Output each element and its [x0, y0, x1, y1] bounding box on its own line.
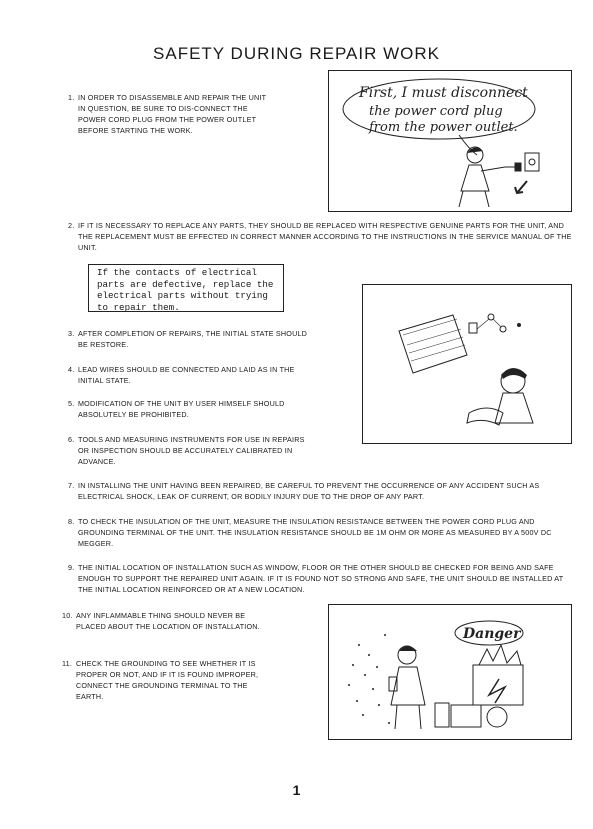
- list-item: [62, 610, 264, 632]
- item-number: 7.: [68, 481, 75, 490]
- danger-sign: [455, 621, 523, 645]
- item-number: 2.: [68, 221, 75, 230]
- speech-line-1: First, I must disconnect: [359, 85, 528, 101]
- illustration-danger: [328, 604, 572, 740]
- illustration-unplug: [328, 70, 572, 212]
- item-text: TO CHECK THE INSULATION OF THE UNIT, MEASURE THE INSULATION RESISTANCE BETWEEN THE POWER CORD PLUG AND GROUNDING TERMINAL OF THE UNIT. THE INSULATION RESISTANCE SHOULD BE 1M OHM OR MORE AS MEASURED BY A 500V DC MEGGER.: [78, 517, 552, 548]
- item-text: CHECK THE GROUNDING TO SEE WHETHER IT IS PROPER OR NOT, AND IF IT IS FOUND IMPROPER, CONNECT THE GROUNDING TERMINAL TO THE EARTH.: [76, 659, 259, 701]
- item-number: 5.: [68, 399, 75, 408]
- item-text: IN ORDER TO DISASSEMBLE AND REPAIR THE UNIT IN QUESTION, BE SURE TO DIS-CONNECT THE POWER CORD PLUG FROM THE POWER OUTLET BEFORE STARTING THE WORK.: [78, 93, 267, 135]
- page-number: 1: [292, 782, 301, 798]
- item-number: 9.: [68, 563, 75, 572]
- item-number: 10.: [62, 611, 73, 620]
- list-item: [62, 658, 264, 702]
- item-text: TOOLS AND MEASURING INSTRUMENTS FOR USE IN REPAIRS OR INSPECTION SHOULD BE ACCURATELY CALIBRATED IN ADVANCE.: [78, 435, 305, 466]
- list-item: [68, 434, 316, 467]
- power-outlet-icon: [505, 153, 539, 171]
- item-number: 4.: [68, 365, 75, 374]
- technician-figure: [459, 147, 505, 207]
- list-item: [68, 398, 316, 420]
- note-box: If the contacts of electrical parts are defective, replace the electrical parts without trying to repair them.: [88, 264, 284, 312]
- person-spraying-figure: [389, 646, 425, 729]
- item-text: MODIFICATION OF THE UNIT BY USER HIMSELF SHOULD ABSOLUTELY BE PROHIBITED.: [78, 399, 285, 419]
- item-text: LEAD WIRES SHOULD BE CONNECTED AND LAID AS IN THE INITIAL STATE.: [78, 365, 295, 385]
- list-item: [68, 328, 316, 350]
- item-text: ANY INFLAMMABLE THING SHOULD NEVER BE PLACED ABOUT THE LOCATION OF INSTALLATION.: [76, 611, 260, 631]
- item-number: 1.: [68, 93, 75, 102]
- item-text: THE INITIAL LOCATION OF INSTALLATION SUCH AS WINDOW, FLOOR OR THE OTHER SHOULD BE CHECKED FOR BEING AND SAFE ENOUGH TO SUPPORT THE REPAIRED UNIT AGAIN. IF IT IS FOUND NOT SO STRONG AND SAFE, THE UNIT SHOULD BE INSTALLED AT THE INITIAL LOCATION REINFORCED OR AT A NEW LOCATION.: [78, 563, 564, 594]
- item-text: IF IT IS NECESSARY TO REPLACE ANY PARTS, THEY SHOULD BE REPLACED WITH RESPECTIVE GENUINE PARTS FOR THE UNIT, AND THE REPLACEMENT MUST BE EFFECTED IN CORRECT MANNER ACCORDING TO THE INSTRUCTIONS IN THE SERVICE MANUAL OF THE UNIT.: [78, 221, 572, 252]
- appliance-fire-icon: [473, 645, 523, 705]
- list-item: [68, 364, 316, 386]
- item-number: 6.: [68, 435, 75, 444]
- list-item: [68, 92, 268, 136]
- illustration-manual: [362, 284, 572, 444]
- item-number: 8.: [68, 517, 75, 526]
- item-number: 11.: [62, 659, 73, 668]
- reader-figure: [467, 368, 533, 425]
- item-number: 3.: [68, 329, 75, 338]
- circuit-board-icon: [469, 314, 521, 333]
- speech-line-3: from the power outlet.: [369, 120, 518, 135]
- list-item: [68, 562, 574, 595]
- danger-label: Danger: [463, 626, 521, 642]
- page-title: SAFETY DURING REPAIR WORK: [153, 44, 440, 63]
- arrow-icon: [515, 181, 527, 193]
- list-item: [68, 516, 574, 549]
- speech-line-2: the power cord plug: [369, 104, 503, 119]
- spray-dots: [348, 634, 390, 724]
- list-item: [68, 220, 574, 253]
- list-item: [68, 480, 574, 502]
- item-text: IN INSTALLING THE UNIT HAVING BEEN REPAIRED, BE CAREFUL TO PREVENT THE OCCURRENCE OF ANY ACCIDENT SUCH AS ELECTRICAL SHOCK, LEAK OF CURRENT, OR BODILY INJURY DUE TO THE DROP OF ANY PART.: [78, 481, 540, 501]
- item-text: AFTER COMPLETION OF REPAIRS, THE INITIAL STATE SHOULD BE RESTORE.: [78, 329, 308, 349]
- service-manual-icon: [399, 315, 467, 373]
- gas-cans-icon: [435, 703, 507, 727]
